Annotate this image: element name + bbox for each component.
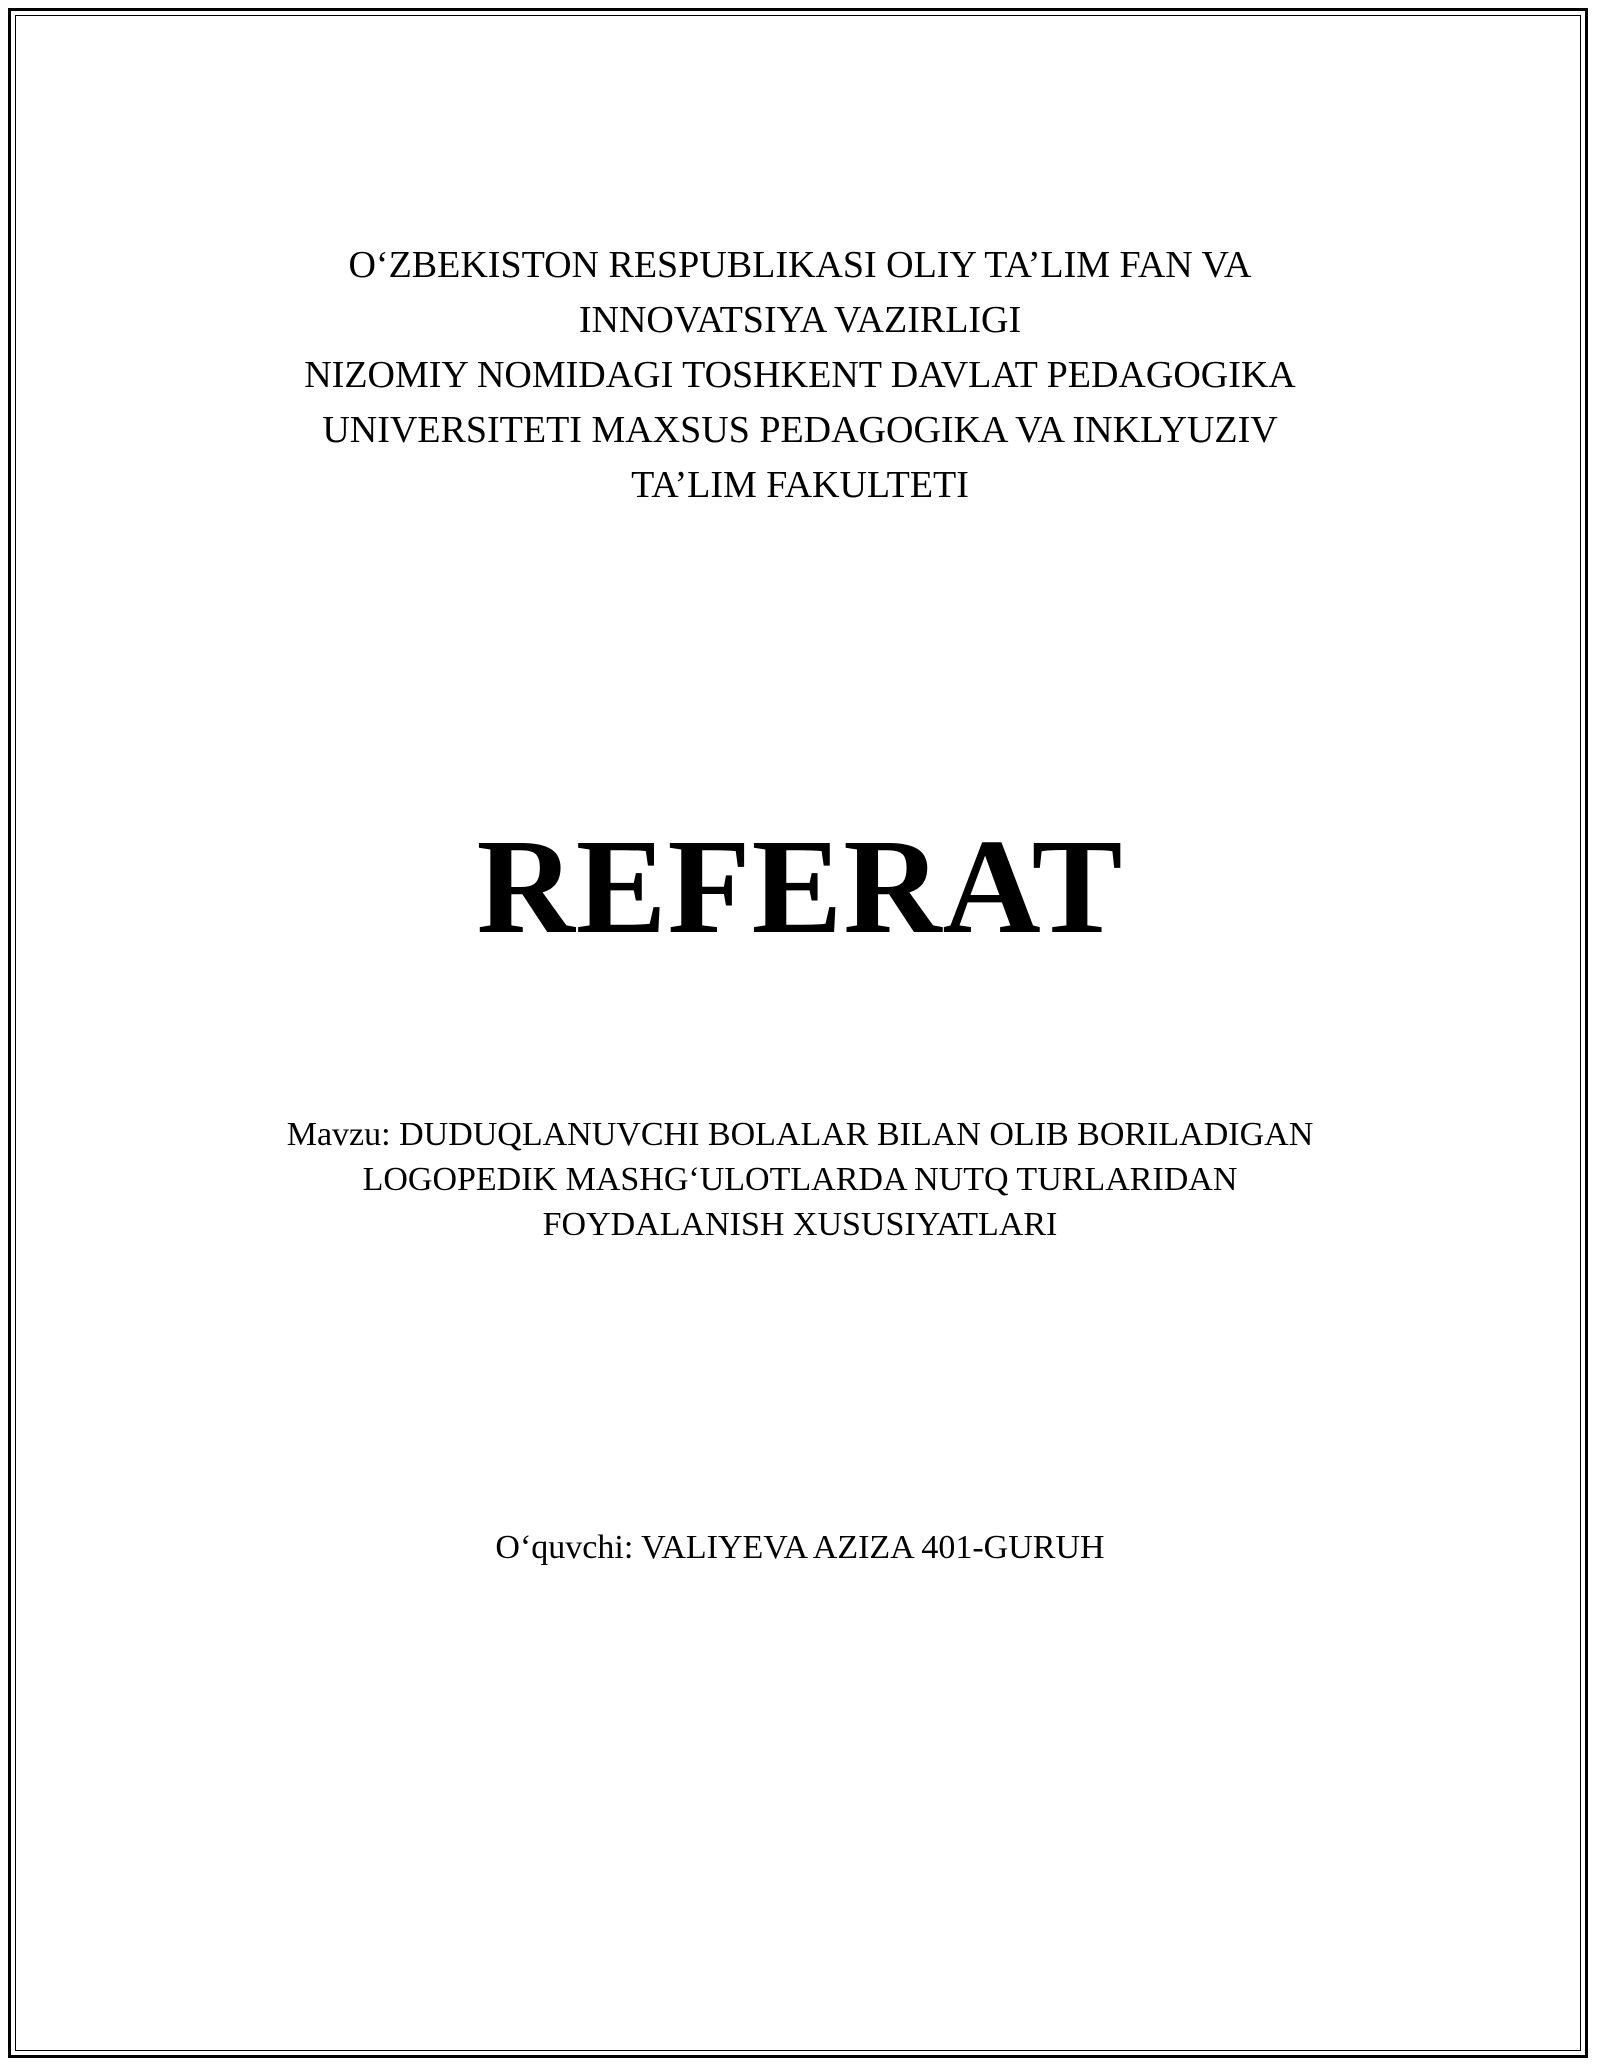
topic-line: Mavzu: DUDUQLANUVCHI BOLALAR BILAN OLIB BORILADIGAN	[286, 1116, 1314, 1153]
student-info: O‘quvchi: VALIYEVA AZIZA 401-GURUH	[495, 1529, 1105, 1566]
header-line: INNOVATSIYA VAZIRLIGI	[578, 299, 1022, 341]
institution-header	[0, 238, 1600, 513]
topic-block	[0, 1112, 1600, 1247]
header-line: UNIVERSITETI MAXSUS PEDAGOGIKA VA INKLYUZIV	[322, 409, 1278, 451]
topic-line: LOGOPEDIK MASHG‘ULOTLARDA NUTQ TURLARIDAN	[362, 1161, 1238, 1198]
header-line: TA’LIM FAKULTETI	[631, 464, 969, 506]
header-line: O‘ZBEKISTON RESPUBLIKASI OLIY TA’LIM FAN VA	[348, 244, 1252, 286]
document-title: REFERAT	[476, 812, 1124, 962]
topic-line: FOYDALANISH XUSUSIYATLARI	[542, 1206, 1058, 1243]
header-line: NIZOMIY NOMIDAGI TOSHKENT DAVLAT PEDAGOGIKA	[304, 354, 1296, 396]
